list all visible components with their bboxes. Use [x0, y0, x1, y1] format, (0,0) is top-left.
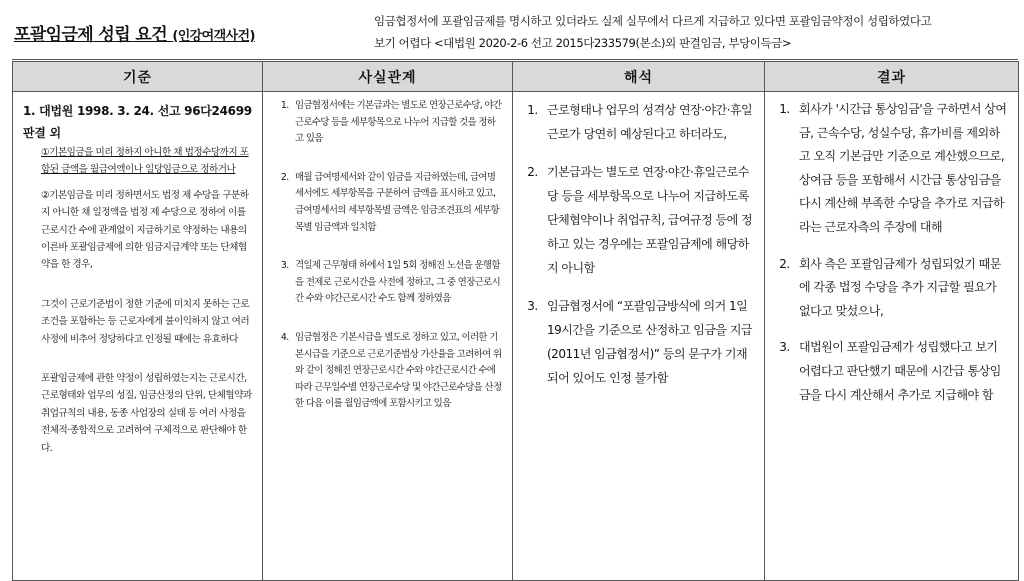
- criteria-cell: [13, 92, 263, 581]
- title-text: 포괄임금제 성립 요건: [14, 25, 168, 45]
- title-case-name: (인강여객사건): [172, 29, 255, 44]
- result-list: [773, 98, 1010, 407]
- list-item: 1. 임금협정서에는 기본급과는 별도로 연장근로수당, 야간근로수당 등을 세부항목으로 나누어 지급할 것을 정하고 있음: [291, 98, 502, 148]
- divider: [12, 59, 1018, 60]
- criteria-paragraph: [23, 144, 252, 179]
- list-item: 3. 격일제 근무형태 하에서 1일 5회 정해진 노선을 운행함을 전제로 근로시간을 사전에 정하고, 그 중 연장근로시간 수와 야간근로시간 수도 함께 정하였음: [291, 258, 502, 308]
- criteria-paragraph: [23, 296, 252, 348]
- list-item: 2. 기본급과는 별도로 연장·야간·휴일근로수당 등을 세부항목으로 나누어 지급하도록 단체협약이나 취업규칙, 급여규정 등에 정하고 있는 경우에는 포괄임금제에 해당하지 아니함: [541, 160, 754, 280]
- list-item: 3. 임금협정서에 “포괄임금방식에 의거 1일 19시간을 기준으로 산정하고 임금을 지급(2011년 임금협정서)” 등의 문구가 기재되어 있어도 인정 불가함: [541, 294, 754, 390]
- summary-line: 임금협정서에 포괄임금제를 명시하고 있더라도 실제 실무에서 다르게 지급하고 있다면 포괄임금약정이 성립하였다고: [374, 14, 932, 28]
- criteria-text: ①기본임금을 미리 정하지 아니한 채 법정수당까지 포함된 금액을 월급여액이나 일당임금으로 정하거나: [41, 147, 249, 176]
- list-item: 1. 회사가 '시간급 통상임금'을 구하면서 상여금, 근속수당, 성실수당, 휴가비를 제외하고 오직 기본급만 기준으로 계산했으므로, 상여금 등을 포함해서 시간급 통상임금을 다시 계산해 부족한 수당을 추가로 지급하라는 근로자측의 주장에 대해: [793, 98, 1010, 240]
- column-header-criteria: 기준: [13, 62, 263, 92]
- interpretation-list: [521, 98, 754, 390]
- list-item: 3. 대법원이 포괄임금제가 성립했다고 보기 어렵다고 판단했기 때문에 시간급 통상임금을 다시 계산해서 추가로 지급해야 함: [793, 336, 1010, 407]
- summary-line: 보기 어렵다 <대법원 2020-2-6 선고 2015다233579(본소)외 판결임금, 부당이득금>: [374, 36, 792, 50]
- result-cell: [765, 92, 1019, 581]
- criteria-text: 그것이 근로기준법이 정한 기준에 미치지 못하는 근로조건을 포함하는 등 근로자에게 불이익하지 않고 여러 사정에 비추어 정당하다고 인정될 때에는 유효하다: [41, 298, 250, 345]
- analysis-table: [12, 61, 1019, 581]
- interpretation-cell: [513, 92, 765, 581]
- page-title: [14, 20, 255, 45]
- list-item: 1. 근로형태나 업무의 성격상 연장·야간·휴일근로가 당연히 예상된다고 하더라도,: [541, 98, 754, 146]
- table-row: [13, 92, 1019, 581]
- list-item: 2. 매월 급여명세서와 같이 임금을 지급하였는데, 급여명세서에도 세부항목을 구분하여 금액을 표시하고 있고, 급여명세서의 세부항목별 금액은 임금조견표의 세부항목별 임금액과 일치함: [291, 170, 502, 236]
- facts-cell: [263, 92, 513, 581]
- column-header-result: 결과: [765, 62, 1019, 92]
- criteria-heading: 1. 대법원 1998. 3. 24. 선고 96다24699 판결 외: [23, 104, 252, 140]
- facts-list: [273, 98, 502, 413]
- criteria-text: ②기본임금을 미리 정하면서도 법정 제 수당을 구분하지 아니한 채 일정액을 법정 제 수당으로 정하여 이를 근로시간 수에 관계없이 지급하기로 약정하는 내용의 이른바 포괄임금제에 의한 임금지급계약 또는 단체협약을 한 경우,: [41, 189, 249, 271]
- case-summary: [374, 10, 1014, 54]
- list-item: 4. 임금협정은 기본시급을 별도로 정하고 있고, 이러한 기본시급을 기준으로 근로기준법상 가산율을 고려하여 위와 같이 정해진 연장근로시간 수와 야간근로시간 수에 따라 근무일수별 연장근로수당 및 야간근로수당을 산정한 다음 이를 월임금액에 포함시키고 있음: [291, 330, 502, 413]
- criteria-paragraph: [23, 370, 252, 457]
- list-item: 2. 회사 측은 포괄임금제가 성립되었기 때문에 각종 법정 수당을 추가 지급할 필요가 없다고 맞섰으나,: [793, 253, 1010, 324]
- column-header-interpretation: 해석: [513, 62, 765, 92]
- column-header-facts: 사실관계: [263, 62, 513, 92]
- criteria-paragraph: [23, 187, 252, 274]
- table-header-row: [13, 62, 1019, 92]
- criteria-text: 포괄임금제에 관한 약정이 성립하였는지는 근로시간, 근로형태와 업무의 성질, 임금산정의 단위, 단체협약과 취업규칙의 내용, 동종 사업장의 실태 등 여러 사정을 전체적·종합적으로 고려하여 구체적으로 판단해야 한다.: [41, 373, 252, 454]
